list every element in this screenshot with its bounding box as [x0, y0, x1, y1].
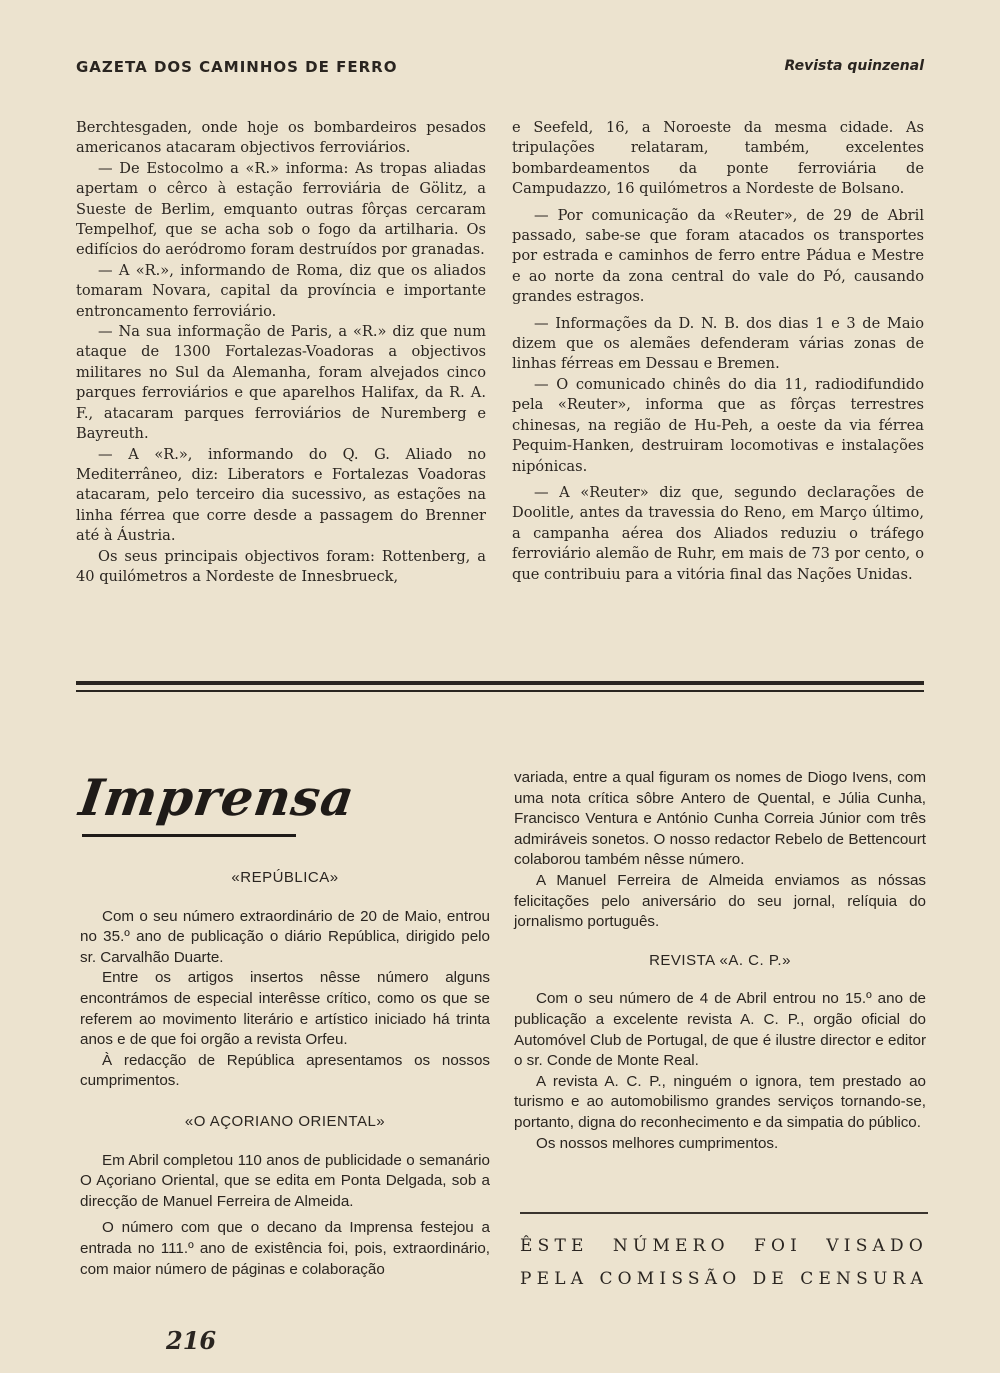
magazine-subtitle: Revista quinzenal [784, 58, 924, 74]
paragraph: — Na sua informação de Paris, a «R.» diz que num ataque de 1300 Fortalezas-Voadoras a objectivos militares no Sul da Alemanha, foram alvejados cinco parques ferroviários e que aparelhos Halifax, da R. A. F., atacaram parques ferroviários de Nuremberg e Bayreuth. [76, 323, 486, 443]
page-number: 216 [166, 1326, 217, 1355]
section-title-acoriano: «O AÇORIANO ORIENTAL» [184, 1112, 386, 1130]
censorship-divider [520, 1212, 928, 1214]
paragraph: A Manuel Ferreira de Almeida enviamos as nóssas felicitações pelo aniversário do seu jornal, relíquia do jornalismo português. [514, 871, 926, 931]
imprensa-heading: Imprensa [75, 768, 359, 827]
paragraph: Entre os artigos insertos nêsse número alguns encontrámos de especial interêsse crítico, como os que se referem ao movimento literário e artístico iniciado há trinta anos e de que foi orgão a revista Orfeu. [80, 969, 490, 1049]
paragraph: Berchtesgaden, onde hoje os bombardeiros pesados americanos atacaram objectivos ferroviários. [76, 119, 486, 157]
paragraph: Com o seu número de 4 de Abril entrou no 15.º ano de publicação a excelente revista A. C. P., orgão oficial do Automóvel Club de Portugal, de que é ilustre director e editor o sr. Conde de Monte Real. [514, 990, 926, 1070]
paragraph: O número com que o decano da Imprensa festejou a entrada no 111.º ano de existência foi, pois, extraordinário, com maior número de páginas e colaboração [80, 1219, 490, 1278]
imprensa-left-column [80, 868, 490, 1280]
paragraph: — De Estocolmo a «R.» informa: As tropas aliadas apertam o cêrco à estação ferroviária de Gölitz, a Sueste de Berlim, emquanto outras fôrças cercaram Tempelhof, que se acha sob o fogo da artilharia. Os edifícios do aeródromo foram destruídos por granadas. [76, 159, 486, 259]
top-left-column [76, 118, 486, 587]
paragraph: — Por comunicação da «Reuter», de 29 de Abril passado, sabe-se que foram atacados os transportes por estrada e caminhos de ferro entre Pádua e Mestre e ao norte da zona central do vale do Pó, causando grandes estragos. [512, 206, 924, 306]
paragraph: e Seefeld, 16, a Noroeste da mesma cidade. As tripulações relataram, também, excelentes bombardeamentos da ponte ferroviária de Campudazzo, 16 quilómetros a Nordeste de Bolsano. [512, 119, 924, 198]
magazine-title: GAZETA DOS CAMINHOS DE FERRO [76, 58, 398, 76]
top-right-column [512, 118, 924, 585]
paragraph: — Informações da D. N. B. dos dias 1 e 3 de Maio dizem que os alemães defenderam várias zonas de linhas férreas em Dessau e Bremen. [512, 314, 924, 373]
censorship-notice-line1: ÊSTE NÚMERO FOI VISADO [520, 1236, 928, 1256]
paragraph: — A «R.», informando do Q. G. Aliado no Mediterrâneo, diz: Liberators e Fortalezas Voadoras atacaram, pelo terceiro dia sucessivo, as estações na linha férrea que corre desde a passagem do Brenner até à Áustria. [76, 445, 486, 545]
section-title-acp: REVISTA «A. C. P.» [649, 951, 791, 969]
section-divider [76, 681, 924, 685]
paragraph: variada, entre a qual figuram os nomes de Diogo Ivens, com uma nota crítica sôbre Antero de Quental, e Júlia Cunha, Francisco Ventura e António Cunha Correia Júnior com três admiráveis sonetos. O nosso redactor Rebelo de Bettencourt colaborou também nêsse número. [514, 769, 926, 869]
paragraph: Os nossos melhores cumprimentos. [536, 1134, 779, 1152]
paragraph: — A «R.», informando de Roma, diz que os aliados tomaram Novara, capital da província e importante entroncamento ferroviário. [76, 261, 486, 320]
section-title-republica: «REPÚBLICA» [231, 869, 339, 886]
paragraph: — O comunicado chinês do dia 11, radiodifundido pela «Reuter», informa que as fôrças terrestres chinesas, na região de Hu-Peh, a oeste da via férrea Pequim-Hanken, destruiram locomotivas e instalações nipónicas. [512, 375, 924, 475]
paragraph: Os seus principais objectivos foram: Rottenberg, a 40 quilómetros a Nordeste de Innesbrueck, [76, 547, 486, 585]
paragraph: Em Abril completou 110 anos de publicidade o semanário O Açoriano Oriental, que se edita em Ponta Delgada, sob a direcção de Manuel Ferreira de Almeida. [80, 1151, 490, 1210]
paragraph: A revista A. C. P., ninguém o ignora, tem prestado ao turismo e ao automobilismo grandes serviços tornando-se, portanto, digna do reconhecimento e da simpatia do público. [514, 1072, 926, 1131]
section-divider [76, 690, 924, 692]
paragraph: À redacção de República apresentamos os nossos cumprimentos. [80, 1051, 490, 1090]
censorship-notice-line2: PELA COMISSÃO DE CENSURA [520, 1269, 928, 1289]
paragraph: Com o seu número extraordinário de 20 de Maio, entrou no 35.º ano de publicação o diário República, dirigido pelo sr. Carvalhão Duarte. [80, 907, 490, 966]
paragraph: — A «Reuter» diz que, segundo declarações de Doolitle, antes da travessia do Reno, em Março último, a campanha aérea dos Aliados reduziu o tráfego ferroviário alemão de Ruhr, em mais de 73 por cento, o que contribuiu para a vitória final das Nações Unidas. [512, 483, 924, 583]
imprensa-right-column [514, 768, 926, 1154]
heading-underline [82, 834, 296, 837]
